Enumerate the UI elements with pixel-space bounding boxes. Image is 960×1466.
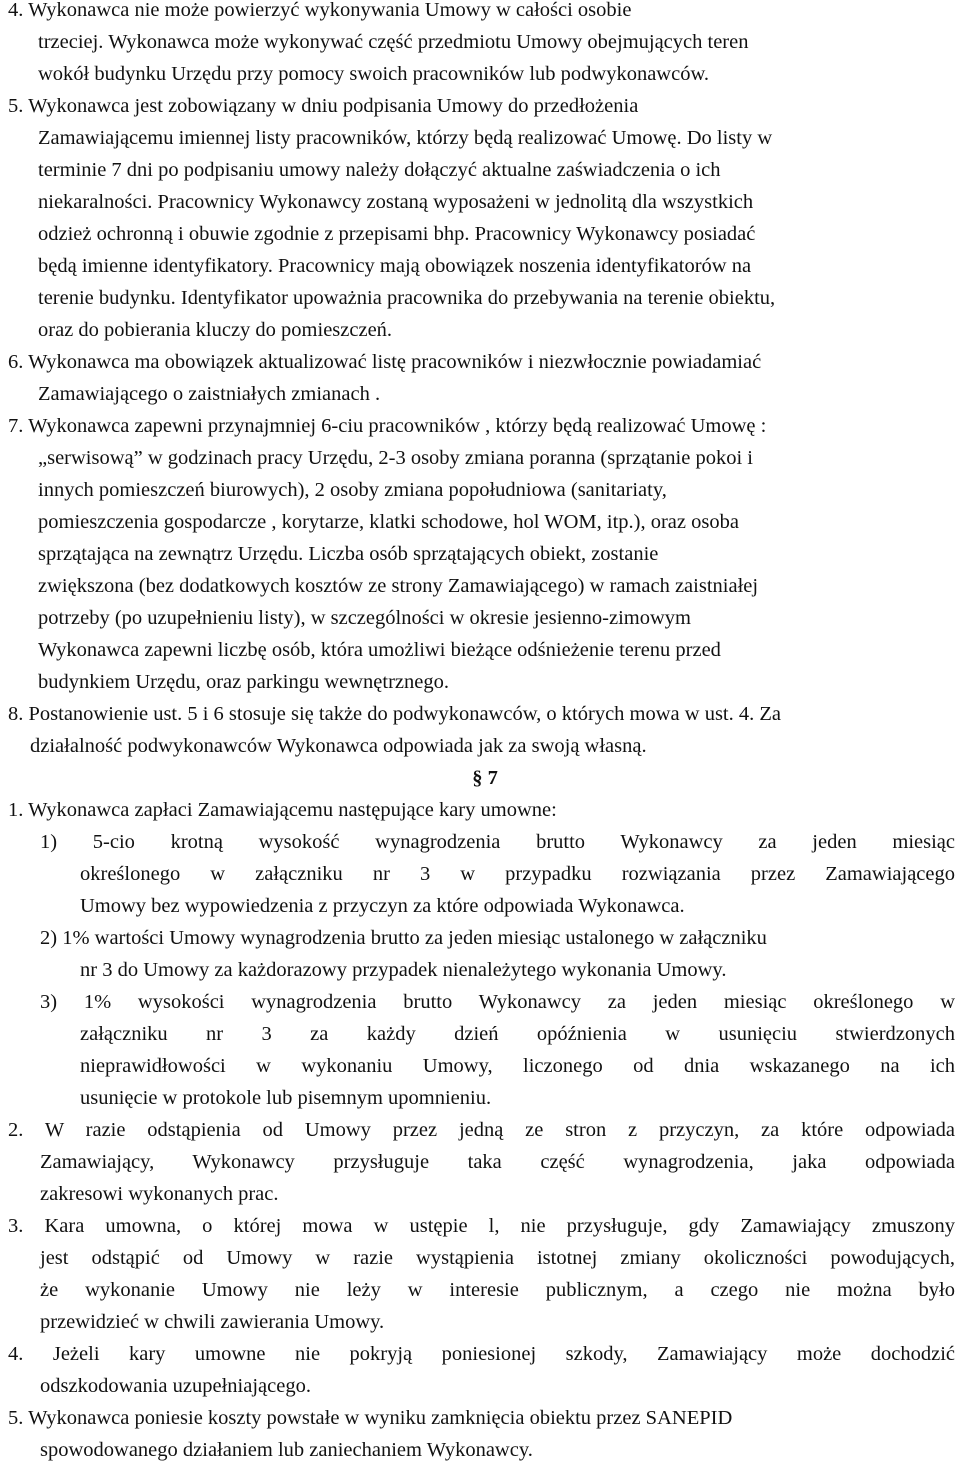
text-line: Wykonawca zapewni liczbę osób, która umożliwi bieżące odśnieżenie terenu przed [38, 639, 721, 661]
text-line: oraz do pobierania kluczy do pomieszczeń. [38, 319, 393, 341]
text-line: zwiększona (bez dodatkowych kosztów ze strony Zamawiającego) w ramach zaistniałej [38, 575, 759, 597]
text-line: 4. Jeżeli kary umowne nie pokryją poniesionej szkody, Zamawiający może dochodzić [8, 1343, 955, 1365]
text-line: 3. Kara umowna, o której mowa w ustępie l, nie przysługuje, gdy Zamawiający zmuszony [8, 1215, 955, 1237]
text-line: „serwisową” w godzinach pracy Urzędu, 2-3 osoby zmiana poranna (sprzątanie pokoi i [38, 447, 753, 469]
text-line: innych pomieszczeń biurowych), 2 osoby zmiana popołudniowa (sanitariaty, [38, 479, 667, 501]
text-line: 3) 1% wysokości wynagrodzenia brutto Wykonawcy za jeden miesiąc określonego w [40, 991, 955, 1013]
text-line: odzież ochronną i obuwie zgodnie z przepisami bhp. Pracownicy Wykonawcy posiadać [38, 223, 756, 245]
text-line: Zamawiającemu imiennej listy pracowników, którzy będą realizować Umowę. Do listy w [38, 127, 773, 149]
text-line: będą imienne identyfikatory. Pracownicy mają obowiązek noszenia identyfikatorów na [38, 255, 752, 277]
text-line: terenie budynku. Identyfikator upoważnia pracownika do przebywania na terenie obiektu, [38, 287, 776, 309]
text-line: Zamawiający, Wykonawcy przysługuje taka część wynagrodzenia, jaka odpowiada [40, 1151, 955, 1173]
text-line: pomieszczenia gospodarcze , korytarze, klatki schodowe, hol WOM, itp.), oraz osoba [38, 511, 739, 533]
text-line: 8. Postanowienie ust. 5 i 6 stosuje się także do podwykonawców, o których mowa w ust. 4. Za [8, 703, 781, 725]
text-line: 5. Wykonawca poniesie koszty powstałe w wyniku zamknięcia obiektu przez SANEPID [8, 1407, 733, 1429]
text-line: działalność podwykonawców Wykonawca odpowiada jak za swoją własną. [30, 735, 647, 757]
text-line: 7. Wykonawca zapewni przynajmniej 6-ciu pracowników , którzy będą realizować Umowę : [8, 415, 767, 437]
text-line: budynkiem Urzędu, oraz parkingu wewnętrznego. [38, 671, 449, 693]
text-line: odszkodowania uzupełniającego. [40, 1375, 311, 1397]
text-line: załączniku nr 3 za każdy dzień opóźnienia w usunięciu stwierdzonych [80, 1023, 955, 1045]
text-line: nr 3 do Umowy za każdorazowy przypadek nienależytego wykonania Umowy. [80, 959, 727, 981]
text-line: wokół budynku Urzędu przy pomocy swoich pracowników lub podwykonawców. [38, 63, 710, 85]
text-line: określonego w załączniku nr 3 w przypadku rozwiązania przez Zamawiającego [80, 863, 955, 885]
text-line: 1. Wykonawca zapłaci Zamawiającemu następujące kary umowne: [8, 799, 557, 821]
text-line: nieprawidłowości w wykonaniu Umowy, liczonego od dnia wskazanego na ich [80, 1055, 955, 1077]
text-line: Zamawiającego o zaistniałych zmianach . [38, 383, 381, 405]
text-line: 1) 5-cio krotną wysokość wynagrodzenia brutto Wykonawcy za jeden miesiąc [40, 831, 955, 853]
text-line: jest odstąpić od Umowy w razie wystąpienia istotnej zmiany okoliczności powodujących, [40, 1247, 955, 1269]
text-line: sprzątająca na zewnątrz Urzędu. Liczba osób sprzątających obiekt, zostanie [38, 543, 659, 565]
text-line: niekaralności. Pracownicy Wykonawcy zostaną wyposażeni w jednolitą dla wszystkich [38, 191, 754, 213]
text-line: usunięcie w protokole lub pisemnym upomnieniu. [80, 1087, 492, 1109]
text-line: zakresowi wykonanych prac. [40, 1183, 279, 1205]
text-line: Umowy bez wypowiedzenia z przyczyn za które odpowiada Wykonawca. [80, 895, 685, 917]
text-line: 5. Wykonawca jest zobowiązany w dniu podpisania Umowy do przedłożenia [8, 95, 639, 117]
text-line: 2) 1% wartości Umowy wynagrodzenia brutto za jeden miesiąc ustalonego w załączniku [40, 927, 767, 949]
text-line: potrzeby (po uzupełnieniu listy), w szczególności w okresie jesienno-zimowym [38, 607, 691, 629]
text-line: spowodowanego działaniem lub zaniechaniem Wykonawcy. [40, 1439, 533, 1461]
text-line: terminie 7 dni po podpisaniu umowy należy dołączyć aktualne zaświadczenia o ich [38, 159, 721, 181]
text-line: trzeciej. Wykonawca może wykonywać część przedmiotu Umowy obejmujących teren [38, 31, 749, 53]
text-line: 6. Wykonawca ma obowiązek aktualizować listę pracowników i niezwłocznie powiadamiać [8, 351, 762, 373]
text-line: przewidzieć w chwili zawierania Umowy. [40, 1311, 385, 1333]
text-line: 4. Wykonawca nie może powierzyć wykonywania Umowy w całości osobie [8, 0, 632, 21]
text-line: że wykonanie Umowy nie leży w interesie publicznym, a czego nie można było [40, 1279, 955, 1301]
section-heading: § 7 [472, 767, 498, 789]
text-line: 2. W razie odstąpienia od Umowy przez jedną ze stron z przyczyn, za które odpowiada [8, 1119, 955, 1141]
